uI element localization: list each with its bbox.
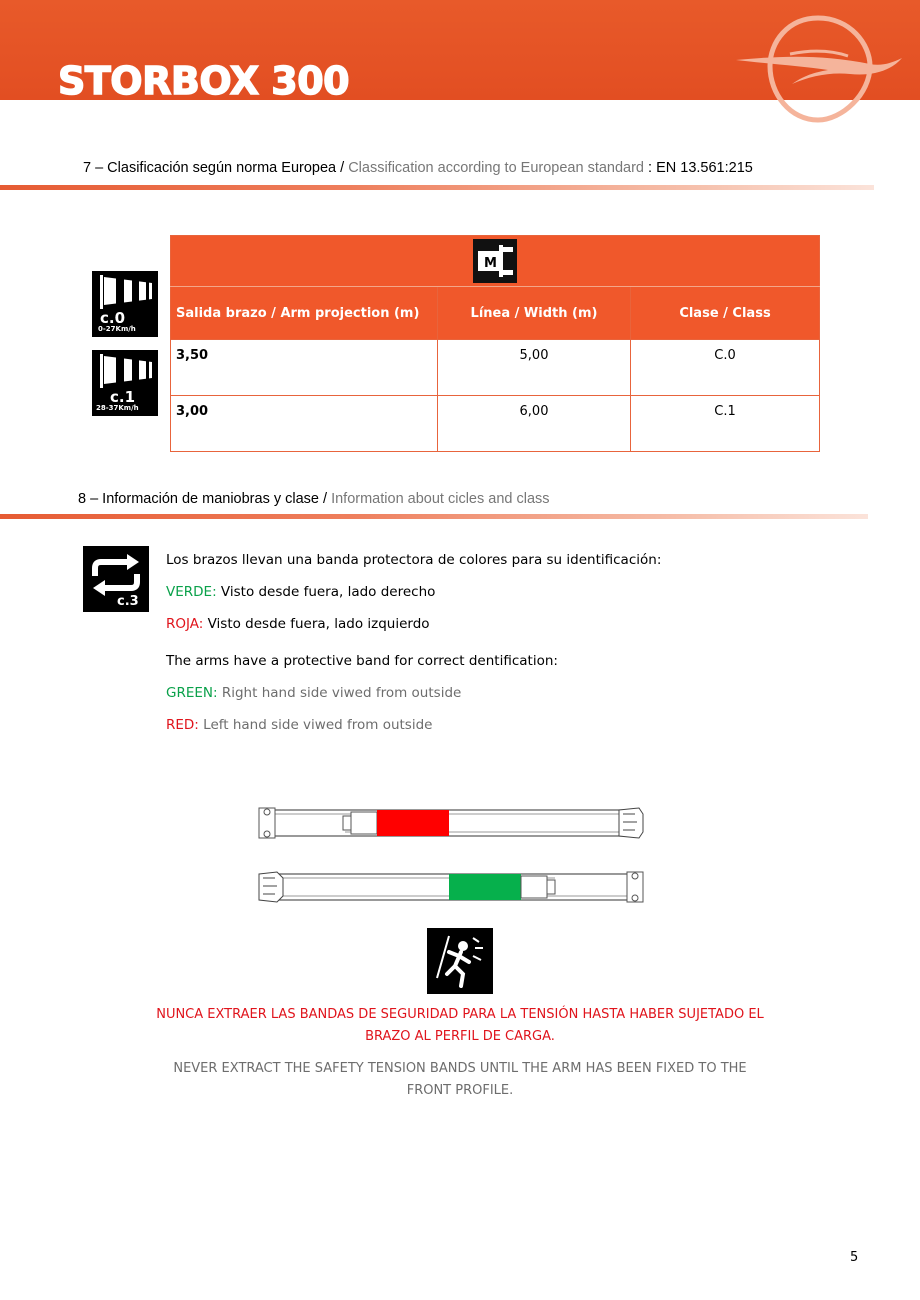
row-1-width: 5,00 [438, 340, 631, 396]
wind-class-c1-label: c.1 [110, 388, 136, 406]
section-8-rule [0, 514, 868, 519]
danger-person-icon [427, 928, 493, 994]
info-es-green [166, 584, 435, 600]
warning-en: NEVER EXTRACT THE SAFETY TENSION BANDS UNTIL THE ARM HAS BEEN FIXED TO THE FRONT PROFILE. [173, 1061, 747, 1098]
row-2-width: 6,00 [438, 396, 631, 452]
motor-letter: M [484, 256, 497, 271]
info-en-green [166, 685, 461, 701]
row-2-class: C.1 [631, 396, 820, 452]
row-1-class: C.0 [631, 340, 820, 396]
info-en-red [166, 717, 432, 733]
table-motor-cell [171, 236, 820, 287]
right-arm-green-band [449, 874, 521, 900]
info-es-red-label: ROJA: [166, 616, 204, 632]
section-7-heading [83, 160, 753, 176]
section-8-heading-en: Information about cicles and class [331, 491, 550, 507]
section-7-heading-es: 7 – Clasificación según norma Europea / [83, 160, 345, 176]
cycle-arrows-icon [83, 546, 149, 612]
table-motor-row [171, 236, 820, 287]
table-row [171, 340, 820, 396]
info-en-green-text: Right hand side viwed from outside [221, 685, 462, 701]
left-arm [259, 808, 643, 838]
header-width: Línea / Width (m) [438, 287, 631, 340]
section-7-rule [0, 185, 874, 190]
warning-es: NUNCA EXTRAER LAS BANDAS DE SEGURIDAD PARA LA TENSIÓN HASTA HABER SUJETADO EL BRAZO AL PERFIL DE CARGA. [156, 1007, 764, 1044]
wind-class-c0-speed: 0-27Km/h [98, 325, 136, 333]
brand-title: STORBOX 300 [58, 59, 350, 103]
header-class: Clase / Class [631, 287, 820, 340]
info-es-green-label: VERDE: [166, 584, 217, 600]
row-2-projection: 3,00 [171, 396, 438, 452]
info-en-intro: The arms have a protective band for correct dentification: [166, 653, 558, 669]
section-7-heading-en: Classification according to European standard [348, 160, 645, 176]
info-es-red-text: Visto desde fuera, lado izquierdo [207, 616, 430, 632]
table-row [171, 396, 820, 452]
table-header-row [171, 287, 820, 340]
right-arm [259, 872, 643, 902]
wind-class-c1-speed: 28-37Km/h [96, 404, 139, 412]
windsock-icon [92, 271, 158, 311]
info-en-green-label: GREEN: [166, 685, 218, 701]
motor-icon [473, 239, 517, 283]
windsock-icon [92, 350, 158, 390]
row-1-projection: 3,50 [171, 340, 438, 396]
info-en-red-text: Left hand side viwed from outside [203, 717, 433, 733]
header-arm-projection: Salida brazo / Arm projection (m) [171, 287, 438, 340]
info-es-intro: Los brazos llevan una banda protectora de colores para su identificación: [166, 552, 662, 568]
arms-illustration [255, 800, 650, 910]
cycles-class-badge [83, 546, 149, 612]
section-7-heading-std: : EN 13.561:215 [648, 160, 753, 176]
info-es-red [166, 616, 430, 632]
cycles-class-label: c.3 [117, 594, 139, 609]
left-arm-red-band [377, 810, 449, 836]
wind-class-c0-label: c.0 [100, 309, 126, 327]
info-en-red-label: RED: [166, 717, 199, 733]
classification-table [170, 235, 820, 452]
wind-class-c1-badge [92, 350, 158, 416]
info-es-green-text: Visto desde fuera, lado derecho [220, 584, 436, 600]
brand-logo-icon [730, 14, 910, 126]
section-8-heading-es: 8 – Información de maniobras y clase [78, 491, 319, 507]
section-8-heading: 8 – Información de maniobras y clase / Information about cicles and class [78, 491, 550, 507]
wind-class-c0-badge [92, 271, 158, 337]
page-number: 5 [850, 1250, 859, 1265]
